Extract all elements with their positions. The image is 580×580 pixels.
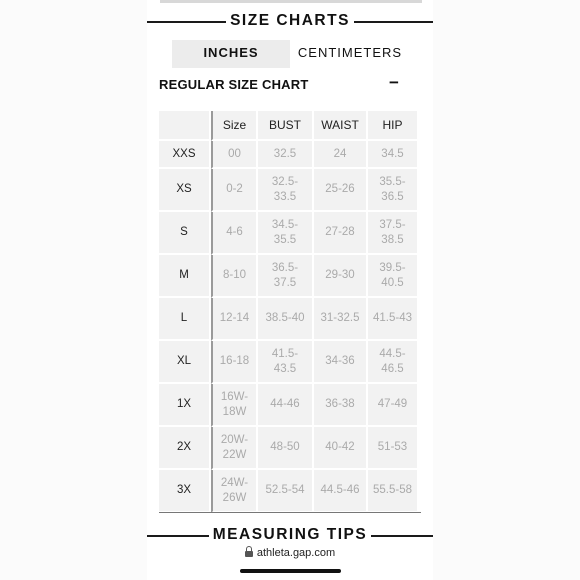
cell-waist: 24 (314, 141, 368, 169)
cell-label: 3X (159, 470, 211, 513)
cell-bust: 41.5- 43.5 (258, 341, 314, 384)
address-bar[interactable] (147, 547, 433, 567)
cell-label: XL (159, 341, 211, 384)
right-margin (433, 0, 580, 580)
table-row (159, 470, 419, 513)
cell-label: S (159, 212, 211, 255)
table-row (159, 384, 419, 427)
cell-waist: 29-30 (314, 255, 368, 298)
cell-label: M (159, 255, 211, 298)
table-header-row (159, 111, 419, 141)
table-row (159, 341, 419, 384)
cell-label: XS (159, 169, 211, 212)
cell-size: 8-10 (211, 255, 258, 298)
cell-hip: 44.5- 46.5 (368, 341, 419, 384)
left-margin (0, 0, 147, 580)
cell-hip: 34.5 (368, 141, 419, 169)
regular-size-chart-title: REGULAR SIZE CHART (159, 77, 309, 92)
cell-label: 2X (159, 427, 211, 470)
header-hip: HIP (368, 111, 419, 141)
cell-size: 4-6 (211, 212, 258, 255)
home-indicator[interactable] (240, 569, 341, 573)
table-row (159, 212, 419, 255)
cell-size: 20W- 22W (211, 427, 258, 470)
table-row (159, 298, 419, 341)
unit-tabs (172, 40, 410, 68)
collapse-button[interactable]: − (389, 73, 399, 92)
cell-hip: 39.5- 40.5 (368, 255, 419, 298)
cell-label: XXS (159, 141, 211, 169)
cell-bust: 36.5- 37.5 (258, 255, 314, 298)
cell-hip: 35.5- 36.5 (368, 169, 419, 212)
table-bottom-rule (159, 512, 421, 513)
header-bust: BUST (258, 111, 314, 141)
cell-hip: 47-49 (368, 384, 419, 427)
cell-waist: 34-36 (314, 341, 368, 384)
cell-hip: 41.5-43 (368, 298, 419, 341)
table-row (159, 169, 419, 212)
measuring-tips-header[interactable] (147, 525, 433, 547)
cell-size: 16-18 (211, 341, 258, 384)
size-table (159, 111, 419, 513)
cell-hip: 55.5-58 (368, 470, 419, 513)
domain-text: athleta.gap.com (256, 547, 336, 559)
cell-waist: 27-28 (314, 212, 368, 255)
cell-bust: 32.5 (258, 141, 314, 169)
size-charts-header (147, 11, 433, 33)
cell-waist: 40-42 (314, 427, 368, 470)
cell-waist: 31-32.5 (314, 298, 368, 341)
cell-size: 00 (211, 141, 258, 169)
cell-hip: 51-53 (368, 427, 419, 470)
cell-bust: 38.5-40 (258, 298, 314, 341)
cell-size: 16W- 18W (211, 384, 258, 427)
cell-label: 1X (159, 384, 211, 427)
size-charts-title: SIZE CHARTS (226, 12, 354, 29)
cell-size: 0-2 (211, 169, 258, 212)
measuring-tips-title: MEASURING TIPS (209, 526, 371, 543)
header-waist: WAIST (314, 111, 368, 141)
cell-bust: 52.5-54 (258, 470, 314, 513)
cell-bust: 48-50 (258, 427, 314, 470)
cell-size: 12-14 (211, 298, 258, 341)
header-corner (159, 111, 211, 141)
cell-hip: 37.5- 38.5 (368, 212, 419, 255)
tab-inches[interactable]: INCHES (172, 40, 290, 68)
top-divider (160, 0, 422, 3)
tab-centimeters[interactable]: CENTIMETERS (290, 40, 410, 68)
cell-label: L (159, 298, 211, 341)
cell-waist: 36-38 (314, 384, 368, 427)
lock-icon (245, 548, 253, 557)
table-row (159, 427, 419, 470)
header-size: Size (211, 111, 258, 141)
cell-size: 24W- 26W (211, 470, 258, 513)
cell-waist: 25-26 (314, 169, 368, 212)
table-row (159, 255, 419, 298)
cell-waist: 44.5-46 (314, 470, 368, 513)
cell-bust: 44-46 (258, 384, 314, 427)
cell-bust: 34.5- 35.5 (258, 212, 314, 255)
table-row (159, 141, 419, 169)
cell-bust: 32.5- 33.5 (258, 169, 314, 212)
